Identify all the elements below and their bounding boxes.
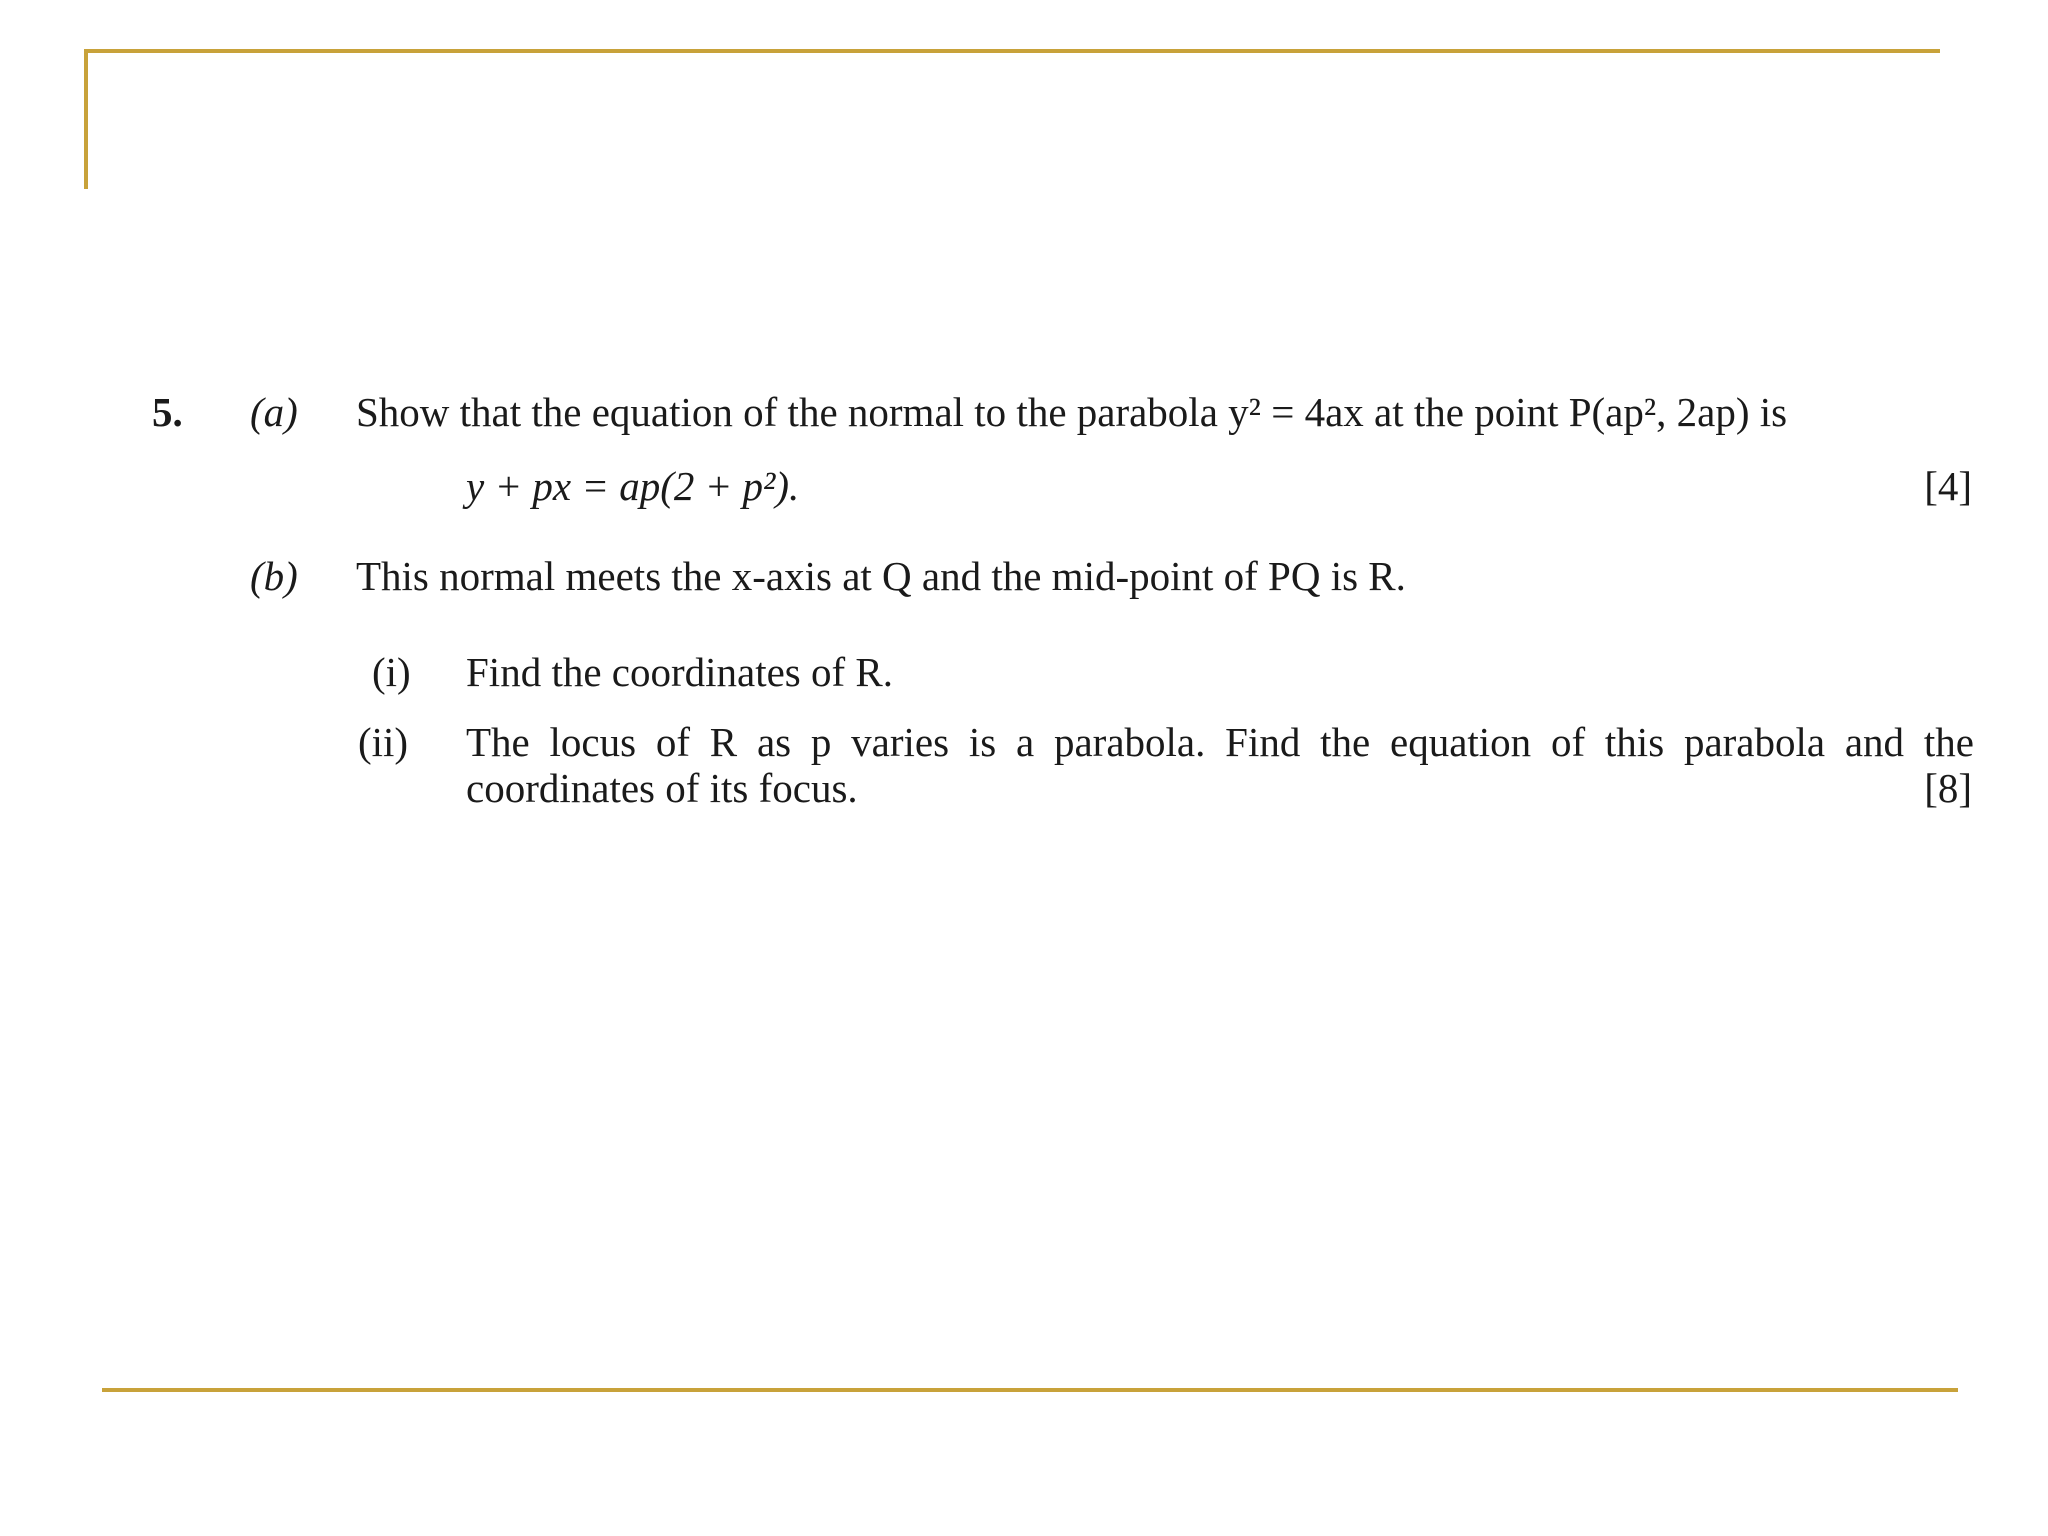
- normal-equation: y + px = ap(2 + p²).: [466, 463, 800, 509]
- question-number: 5.: [152, 389, 183, 435]
- sub-ii-word: of: [1550, 719, 1586, 765]
- sub-ii-word: is: [968, 719, 997, 765]
- sub-i-text: Find the coordinates of R.: [466, 649, 894, 695]
- part-b-marks: [8]: [1924, 765, 1972, 811]
- sub-ii-text-line2: coordinates of its focus.: [466, 765, 858, 811]
- part-a-marks: [4]: [1924, 463, 1972, 509]
- sub-ii-word: R: [709, 719, 738, 765]
- frame-left-rule: [84, 49, 88, 189]
- sub-ii-word: parabola: [1683, 719, 1826, 765]
- sub-ii-word: parabola.: [1053, 719, 1206, 765]
- frame-top-rule: [84, 49, 1940, 53]
- sub-ii-word: the: [1320, 719, 1371, 765]
- sub-ii-word: equation: [1390, 719, 1532, 765]
- sub-i-label: (i): [372, 649, 411, 695]
- sub-ii-label: (ii): [358, 719, 409, 765]
- sub-ii-word: a: [1015, 719, 1035, 765]
- sub-ii-text-line1: [466, 719, 1974, 765]
- sub-ii-word: varies: [851, 719, 950, 765]
- sub-ii-word: this: [1604, 719, 1665, 765]
- sub-ii-word: of: [655, 719, 691, 765]
- part-a-text: Show that the equation of the normal to the parabola y² = 4ax at the point P(ap², 2ap) is: [356, 389, 1788, 435]
- part-b-text: This normal meets the x-axis at Q and the mid-point of PQ is R.: [356, 553, 1406, 599]
- sub-ii-word: the: [1923, 719, 1974, 765]
- sub-ii-word: p: [810, 719, 832, 765]
- part-b-label: (b): [250, 553, 298, 599]
- part-a-label: (a): [250, 389, 298, 435]
- sub-ii-word: as: [756, 719, 792, 765]
- sub-ii-word: Find: [1225, 719, 1301, 765]
- sub-ii-word: The: [466, 719, 530, 765]
- sub-ii-word: locus: [549, 719, 637, 765]
- sub-ii-word: and: [1844, 719, 1905, 765]
- footer-rule: [102, 1388, 1958, 1392]
